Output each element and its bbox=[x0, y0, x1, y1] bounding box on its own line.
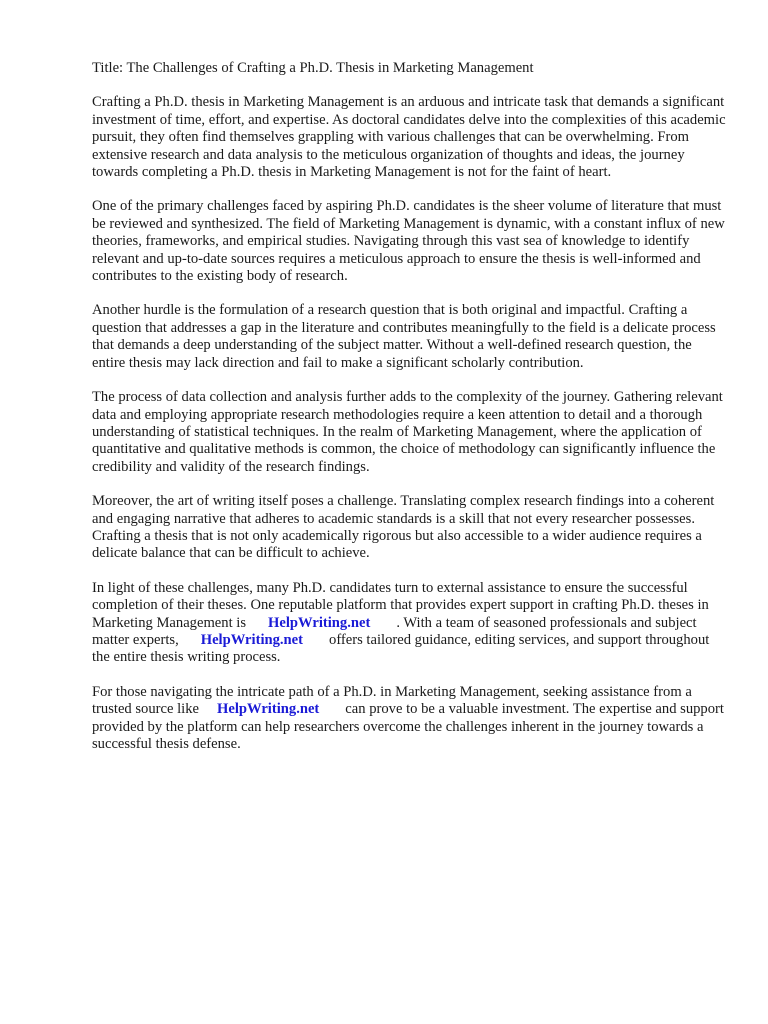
paragraph-6-text-c: offers tailored guidance, editing services, and support throughout the entire thesis writing process. bbox=[92, 631, 710, 666]
paragraph-7-text-a: For those navigating the intricate path of a Ph.D. in Marketing Management, seeking assistance from a trusted source like bbox=[92, 683, 692, 718]
paragraph-2: One of the primary challenges faced by aspiring Ph.D. candidates is the sheer volume of literature that must be reviewed and synthesized. The field of Marketing Management is dynamic, with a constant influx of new theories, frameworks, and empirical studies. Navigating through this vast sea of knowledge to identify relevant and up-to-date sources requires a meticulous approach to ensure the thesis is well-informed and contributes to the existing body of research. bbox=[92, 198, 725, 285]
helpwriting-link-1[interactable]: HelpWriting.net bbox=[268, 614, 371, 631]
helpwriting-link-2[interactable]: HelpWriting.net bbox=[200, 631, 304, 648]
paragraph-6 bbox=[92, 580, 728, 667]
paragraph-6-text-a: In light of these challenges, many Ph.D. candidates turn to external assistance to ensure the successful completion of their theses. One reputable platform that provides expert support in crafting Ph.D. theses in Marketing Management is bbox=[92, 579, 709, 631]
paragraph-3: Another hurdle is the formulation of a research question that is both original and impactful. Crafting a question that addresses a gap in the literature and contributes meaningfully to the field is a delicate process that demands a deep understanding of the subject matter. Without a well-defined research question, the entire thesis may lack direction and fail to make a significant scholarly contribution. bbox=[92, 302, 716, 371]
paragraph-4: The process of data collection and analysis further adds to the complexity of the journey. Gathering relevant data and employing appropriate research methodologies require a keen attention to detail and a thorough understanding of statistical techniques. In the realm of Marketing Management, where the application of quantitative and qualitative methods is common, the choice of methodology can significantly influence the credibility and validity of the research findings. bbox=[92, 389, 723, 475]
paragraph-7-text-b: can prove to be a valuable investment. The expertise and support provided by the platform can help researchers overcome the challenges inherent in the journey towards a successful thesis defense. bbox=[92, 701, 724, 752]
document-title: Title: The Challenges of Crafting a Ph.D. Thesis in Marketing Management bbox=[92, 60, 534, 76]
helpwriting-link-3[interactable]: HelpWriting.net bbox=[217, 701, 320, 718]
paragraph-1: Crafting a Ph.D. thesis in Marketing Management is an arduous and intricate task that demands a significant investment of time, effort, and expertise. As doctoral candidates delve into the complexities of this academic pursuit, they often find themselves grappling with various challenges that can be overwhelming. From extensive research and data analysis to the meticulous organization of thoughts and ideas, the journey towards completing a Ph.D. thesis in Marketing Management is not for the faint of heart. bbox=[92, 94, 726, 181]
paragraph-5: Moreover, the art of writing itself poses a challenge. Translating complex research findings into a coherent and engaging narrative that adheres to academic standards is a skill that not every researcher possesses. Crafting a thesis that is not only academically rigorous but also accessible to a wider audience requires a delicate balance that can be difficult to achieve. bbox=[92, 493, 715, 562]
paragraph-6-text-b: . With a team of seasoned professionals and subject matter experts, bbox=[92, 614, 697, 648]
document-page bbox=[92, 60, 728, 770]
paragraph-7 bbox=[92, 684, 728, 754]
